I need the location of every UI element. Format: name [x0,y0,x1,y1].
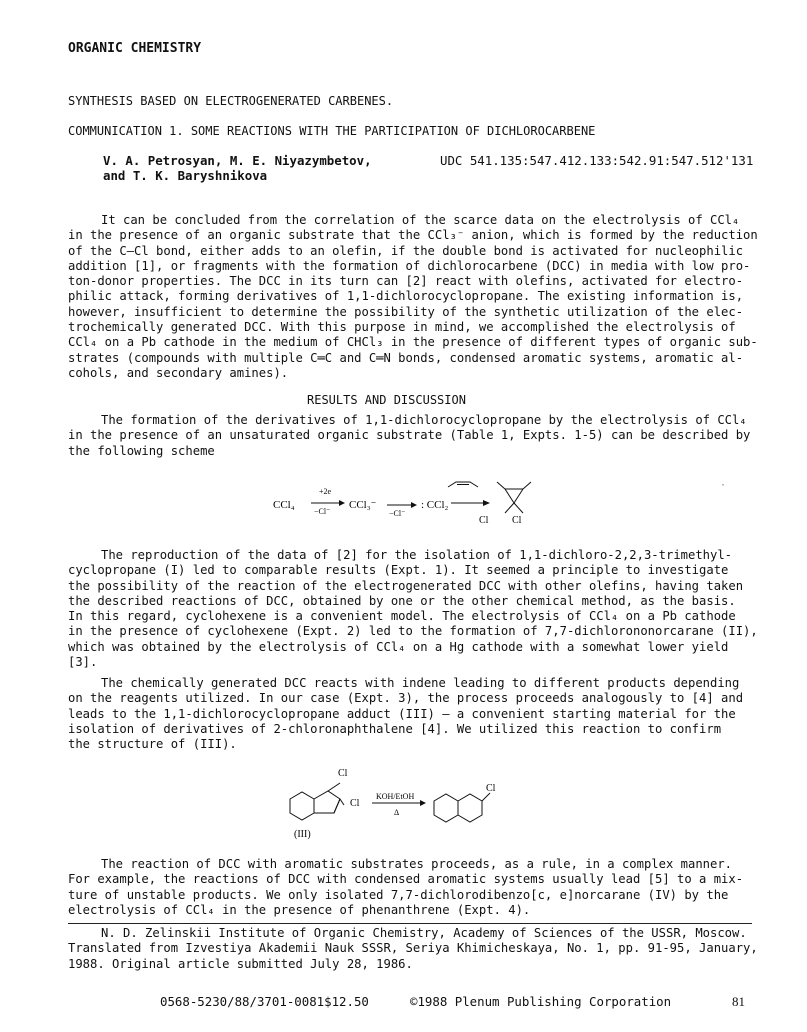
authors-line1: V. A. Petrosyan, M. E. Niyazymbetov, [103,153,372,168]
intro-paragraph [68,213,758,381]
section-header: ORGANIC CHEMISTRY [68,41,202,56]
paragraph-2 [68,548,758,670]
stray-mark: · [720,480,727,491]
arrow1-top-label: +2e [319,487,332,496]
arrow3-head [483,500,490,506]
text-line: ton-donor properties. The DCC in its turn can [2] react with olefins, activated for electro- [68,274,744,289]
text-line: 1988. Original article submitted July 28, 1986. [68,956,413,971]
text-line: strates (compounds with multiple C═C and C═N bonds, condensed aromatic systems, aromatic al- [68,350,744,365]
cl-left-label: Cl [479,515,489,526]
text-line: which was obtained by the electrolysis of CCl₄ on a Hg cathode with a somewhat lower yield [68,639,729,654]
text-line: It can be concluded from the correlation of the scarce data on the electrolysis of CCl₄ [101,213,740,227]
compound-iii-label: (III) [294,829,311,840]
text-line: [3]. [68,655,98,670]
text-line: trochemically generated DCC. With this purpose in mind, we accomplished the electrolysis of [68,320,736,335]
text-line: philic attack, forming derivatives of 1,1-dichlorocyclopropane. The existing information is, [68,289,744,304]
cyclopropane-icon [497,482,531,513]
text-line: The chemically generated DCC reacts with indene leading to different products depending [101,676,740,690]
ccl2-label: : CCl₂ [421,499,449,511]
arrow1-bottom-label: −Cl⁻ [314,507,331,516]
footnote [68,926,758,972]
reaction-scheme-1 [265,470,555,530]
text-line: the possibility of the reaction of the electrogenerated DCC with other olefins, having taken [68,578,744,593]
text-line: ture of unstable products. We only isolated 7,7-dichlorodibenzo[c, e]norcarane (IV) by the [68,887,729,902]
text-line: For example, the reactions of DCC with condensed aromatic systems usually lead [5] to a mix- [68,872,744,887]
text-line: isolation of derivatives of 2-chloronaphthalene [4]. We utilized this reaction to confirm [68,721,722,736]
footnote-divider [68,923,752,924]
paragraph-4 [68,857,752,918]
article-title: COMMUNICATION 1. SOME REACTIONS WITH THE PARTICIPATION OF DICHLOROCARBENE [68,124,596,138]
text-line: The reaction of DCC with aromatic substrates proceeds, as a rule, in a complex manner. [101,857,733,871]
cl-product-label: Cl [486,783,496,794]
text-line: however, insufficient to determine the possibility of the synthetic utilization of the elec- [68,304,744,319]
text-line: the structure of (III). [68,737,237,752]
text-line: in the presence of an unsaturated organic substrate (Table 1, Expts. 1-5) can be described by [68,428,751,443]
text-line: on the reagents utilized. In our case (Expt. 3), the process proceeds analogously to [4] and [68,691,744,706]
reagent-label: KOH/EtOH [376,792,415,801]
text-line: In this regard, cyclohexene is a convenient model. The electrolysis of CCl₄ on a Pb cathode [68,609,736,624]
text-line: leads to the 1,1-dichlorocyclopropane adduct (III) — a convenient starting material for the [68,706,736,721]
indene-adduct-icon [290,783,344,820]
condition-label: Δ [394,808,400,817]
ccl3-label: CCl₃⁻ [349,499,377,511]
paragraph-3 [68,676,752,752]
text-line: in the presence of an organic substrate that the CCl₃⁻ anion, which is formed by the reduction [68,228,758,243]
arrow1-head [339,500,345,506]
text-line: The reproduction of the data of [2] for the isolation of 1,1-dichloro-2,2,3-trimethyl- [101,548,733,562]
results-heading: RESULTS AND DISCUSSION [307,393,466,407]
arrow2-head [411,502,417,508]
page-number: 81 [732,994,745,1009]
cl-right-label: Cl [512,515,522,526]
text-line: cohols, and secondary amines). [68,365,289,380]
text-line: The formation of the derivatives of 1,1-dichlorocyclopropane by the electrolysis of CCl₄ [101,413,747,427]
text-line: Translated from Izvestiya Akademii Nauk SSSR, Seriya Khimicheskaya, No. 1, pp. 91-95, January, [68,941,758,956]
reaction-scheme-2 [282,765,522,843]
cl-top-label: Cl [338,768,348,779]
copyright: ©1988 Plenum Publishing Corporation [410,994,672,1009]
text-line: CCl₄ on a Pb cathode in the medium of CHCl₃ in the presence of different types of organic sub- [68,335,758,350]
text-line: N. D. Zelinskii Institute of Organic Chemistry, Academy of Sciences of the USSR, Moscow. [101,926,747,940]
journal-code: 0568-5230/88/3701-0081$12.50 [160,994,369,1009]
text-line: of the C–Cl bond, either adds to an olefin, if the double bond is activated for nucleophilic [68,243,744,258]
text-line: the following scheme [68,443,215,458]
results-paragraph [68,413,752,459]
udc-code: UDC 541.135:547.412.133:542.91:547.512'131 [440,153,754,168]
cl-side-label: Cl [350,798,360,809]
text-line: addition [1], or fragments with the formation of dichlorocarbene (DCC) in media with low pro- [68,258,751,273]
text-line: electrolysis of CCl₄ in the presence of phenanthrene (Expt. 4). [68,902,531,917]
arrow2-bottom-label: −Cl⁻ [389,509,406,518]
chloronaphthalene-icon [434,793,490,822]
text-line: cyclopropane (I) led to comparable results (Expt. 1). It seemed a principle to investigate [68,563,729,578]
text-line: the described reactions of DCC, obtained by one or the other chemical method, as the basis. [68,593,736,608]
arrow4-head [420,800,426,806]
authors-line2: and T. K. Baryshnikova [103,168,268,183]
ccl4-label: CCl₄ [273,499,295,511]
series-title: SYNTHESIS BASED ON ELECTROGENERATED CARBENES. [68,94,394,108]
text-line: in the presence of cyclohexene (Expt. 2) led to the formation of 7,7-dichlorononorcarane (II), [68,624,758,639]
